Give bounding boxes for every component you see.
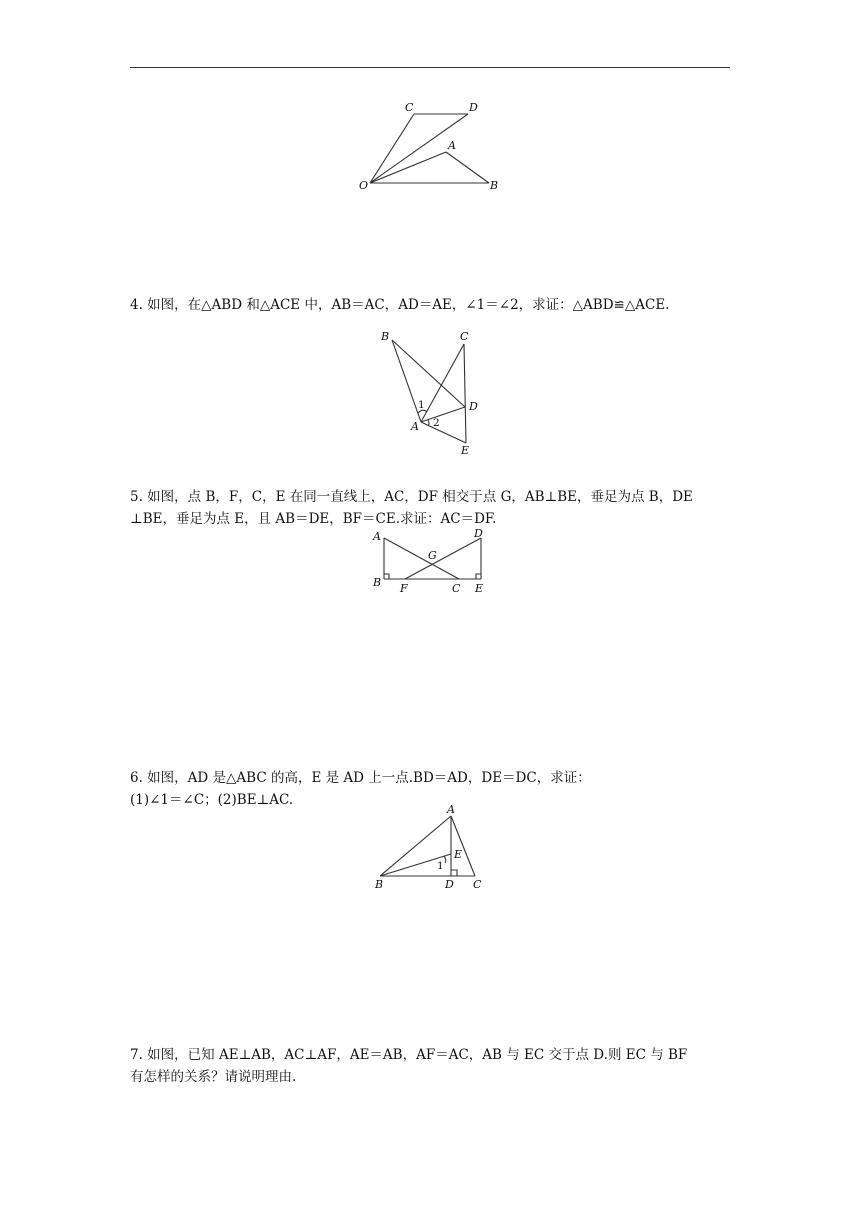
segment-ab <box>392 340 421 422</box>
angle-1-arc <box>444 856 446 863</box>
label-A: A <box>448 139 456 152</box>
label-D: D <box>474 527 483 540</box>
segment-ae <box>421 422 466 443</box>
figure-4 <box>375 328 490 458</box>
label-C: C <box>460 330 469 343</box>
label-B: B <box>375 878 384 891</box>
label-A: A <box>447 803 455 816</box>
segment-ab <box>446 152 489 183</box>
problem-text-line: (1)∠1＝∠C；(2)BE⊥AC. <box>130 792 294 808</box>
label-angle-1: 1 <box>418 399 425 411</box>
problem-text-line: 4. 如图，在△ABD 和△ACE 中，AB＝AC，AD＝AE，∠1＝∠2，求证：△ABD≌△ACE. <box>130 297 670 313</box>
header-rule <box>130 67 730 68</box>
label-D: D <box>469 400 478 413</box>
segment-df <box>405 538 481 579</box>
label-B: B <box>490 179 499 192</box>
figure-6 <box>368 802 493 894</box>
problem-text-line: 有怎样的关系？请说明理由. <box>130 1069 297 1085</box>
label-G: G <box>428 549 437 562</box>
segment-bd <box>392 340 465 407</box>
label-D: D <box>445 878 454 891</box>
label-B: B <box>373 576 382 589</box>
label-C: C <box>452 582 461 595</box>
label-angle-1: 1 <box>437 860 444 872</box>
label-B: B <box>381 330 390 343</box>
segment-oc <box>370 114 414 183</box>
problem-5 <box>130 486 730 530</box>
label-A: A <box>373 530 381 543</box>
segment-ac <box>451 816 475 876</box>
right-angle-mark-b <box>384 574 389 579</box>
problem-text-line: ⊥BE，垂足为点 E，且 AB＝DE，BF＝CE.求证：AC＝DF. <box>130 511 497 527</box>
figure-5 <box>368 526 493 596</box>
label-C: C <box>473 878 482 891</box>
label-D: D <box>469 101 478 114</box>
problem-text-line: 6. 如图，AD 是△ABC 的高，E 是 AD 上一点.BD＝AD，DE＝DC，求证： <box>130 770 591 786</box>
label-E: E <box>475 582 484 595</box>
problem-7 <box>130 1044 730 1088</box>
angle-2-arc <box>428 420 429 426</box>
figure-3 <box>350 95 520 200</box>
segment-ce <box>464 344 466 443</box>
label-E: E <box>454 848 463 861</box>
label-angle-2: 2 <box>433 417 440 429</box>
segment-ac <box>384 538 459 579</box>
right-angle-mark-e <box>476 574 481 579</box>
segment-ac <box>421 344 464 422</box>
problem-4 <box>130 294 730 316</box>
label-C: C <box>405 101 414 114</box>
label-A: A <box>411 420 419 433</box>
label-F: F <box>400 582 408 595</box>
label-O: O <box>359 179 369 192</box>
problem-text-line: 5. 如图，点 B，F，C，E 在同一直线上，AC，DF 相交于点 G，AB⊥BE，垂足为点 B，DE <box>130 489 693 505</box>
problem-text-line: 7. 如图，已知 AE⊥AB，AC⊥AF，AE＝AB，AF＝AC，AB 与 EC 交于点 D.则 EC 与 BF <box>130 1047 688 1063</box>
label-E: E <box>461 444 470 457</box>
right-angle-mark-d <box>451 870 457 876</box>
